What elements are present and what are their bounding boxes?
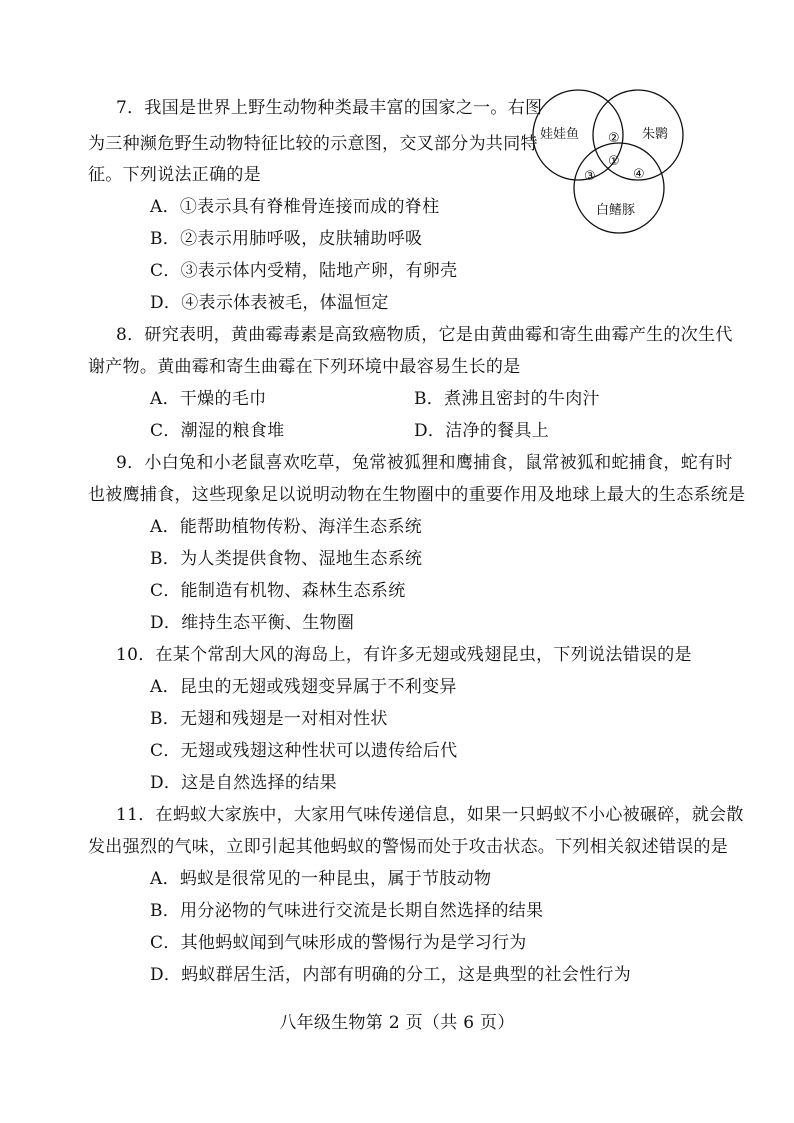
q7-stem-line-2: 为三种濒危野生动物特征比较的示意图，交叉部分为共同特 — [88, 134, 538, 154]
q11-option-a: A．蚂蚁是很常见的一种昆虫，属于节肢动物 — [150, 869, 492, 889]
q9-option-c: C．能制造有机物、森林生态系统 — [150, 581, 406, 601]
q10-option-b: B．无翅和残翅是一对相对性状 — [150, 709, 388, 729]
venn-label-b: 朱鹮 — [642, 127, 669, 142]
q8-stem-line-2: 谢产物。黄曲霉和寄生曲霉在下列环境中最容易生长的是 — [88, 357, 521, 377]
q11-stem-line-1: 11．在蚂蚁大家族中，大家用气味传递信息，如果一只蚂蚁不小心被碾碎，就会散 — [116, 805, 744, 825]
page-footer: 八年级生物第 2 页（共 6 页） — [279, 1013, 515, 1033]
venn-label-a: 娃娃鱼 — [540, 127, 580, 142]
q8-option-a: A．干燥的毛巾 — [150, 389, 267, 409]
q9-option-b: B．为人类提供食物、湿地生态系统 — [150, 549, 423, 569]
q7-option-d: D．④表示体表被毛，体温恒定 — [150, 293, 389, 313]
venn-region-1: ① — [608, 154, 620, 169]
venn-region-3: ③ — [584, 169, 596, 184]
q8-option-c: C．潮湿的粮食堆 — [150, 421, 285, 441]
venn-region-4: ④ — [633, 167, 645, 182]
q10-option-d: D．这是自然选择的结果 — [150, 773, 337, 793]
q11-option-d: D．蚂蚁群居生活，内部有明确的分工，这是典型的社会性行为 — [150, 965, 632, 985]
q8-stem-line-1: 8．研究表明，黄曲霉毒素是高致癌物质，它是由黄曲霉和寄生曲霉产生的次生代 — [116, 325, 733, 345]
q7-option-a: A．①表示具有脊椎骨连接而成的脊柱 — [150, 197, 440, 217]
venn-region-2: ② — [608, 131, 620, 146]
q9-option-a: A．能帮助植物传粉、海洋生态系统 — [150, 517, 423, 537]
venn-diagram — [526, 86, 701, 241]
q9-option-d: D．维持生态平衡、生物圈 — [150, 613, 355, 633]
q8-option-d: D．洁净的餐具上 — [414, 421, 550, 441]
q7-stem-line-3: 征。下列说法正确的是 — [88, 165, 261, 185]
q11-stem-line-2: 发出强烈的气味，立即引起其他蚂蚁的警惕而处于攻击状态。下列相关叙述错误的是 — [88, 837, 729, 857]
venn-label-c: 白鳍豚 — [596, 203, 636, 218]
q10-option-a: A．昆虫的无翅或残翅变异属于不利变异 — [150, 677, 457, 697]
q7-option-b: B．②表示用肺呼吸，皮肤辅助呼吸 — [150, 229, 423, 249]
q8-option-b: B．煮沸且密封的牛肉汁 — [414, 389, 600, 409]
q9-stem-line-1: 9．小白兔和小老鼠喜欢吃草，兔常被狐狸和鹰捕食，鼠常被狐和蛇捕食，蛇有时 — [116, 453, 733, 473]
q11-option-c: C．其他蚂蚁闻到气味形成的警惕行为是学习行为 — [150, 933, 527, 953]
q7-stem-line-1: 7．我国是世界上野生动物种类最丰富的国家之一。右图 — [116, 98, 543, 118]
q7-option-c: C．③表示体内受精，陆地产卵，有卵壳 — [150, 261, 458, 281]
q10-option-c: C．无翅或残翅这种性状可以遗传给后代 — [150, 741, 458, 761]
q10-stem-line-1: 10．在某个常刮大风的海岛上，有许多无翅或残翅昆虫，下列说法错误的是 — [116, 645, 692, 665]
q11-option-b: B．用分泌物的气味进行交流是长期自然选择的结果 — [150, 901, 544, 921]
q9-stem-line-2: 也被鹰捕食，这些现象足以说明动物在生物圈中的重要作用及地球上最大的生态系统是 — [88, 485, 746, 505]
